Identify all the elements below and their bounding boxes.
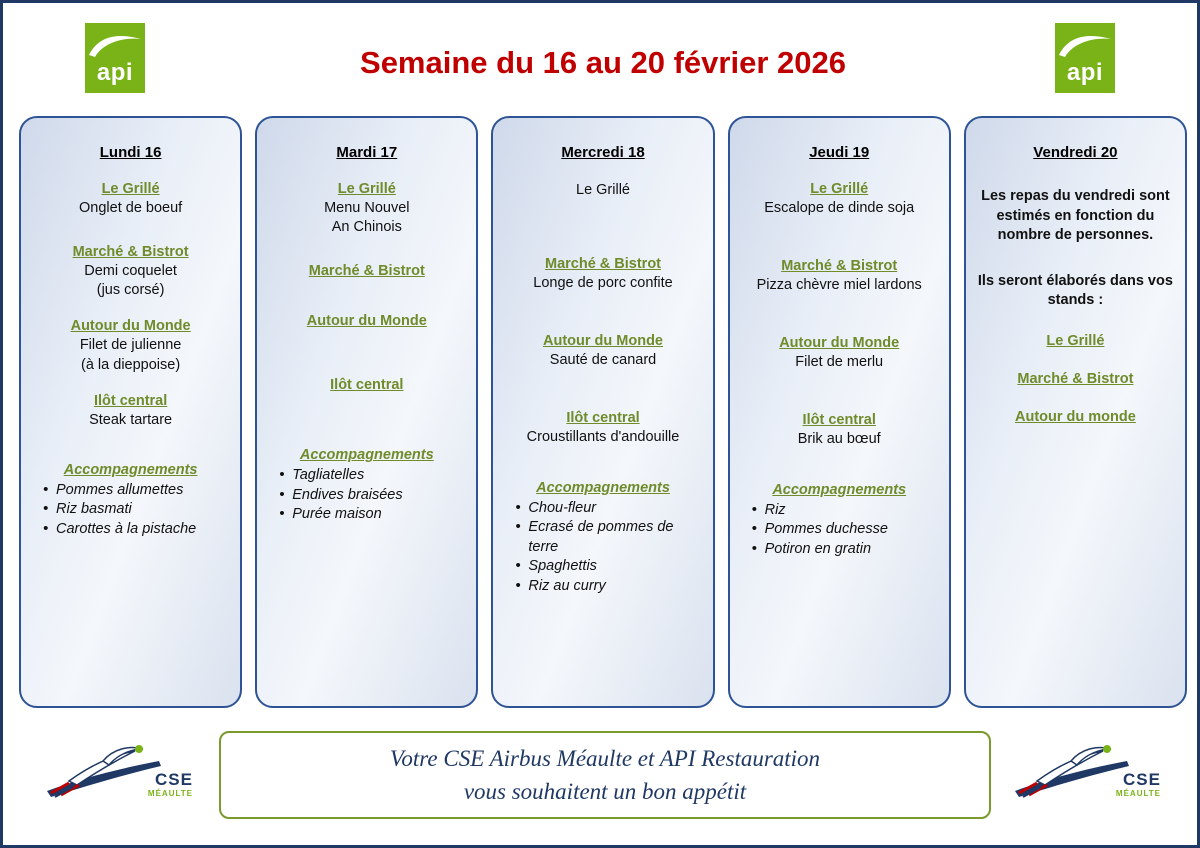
cse-logo-sub: MÉAULTE [1115,788,1161,798]
friday-stand-marche-bistrot: Marché & Bistrot [1017,370,1134,387]
list-item: • Riz au curry [515,577,702,597]
section-heading: Ilôt central [802,412,876,429]
cse-logo-main: CSE [155,769,193,789]
accompaniments-list [31,481,230,540]
section-item: Escalope de dinde soja [764,200,915,216]
list-item: • Endives braisées [279,486,466,506]
cse-logo-right [1007,735,1167,811]
section-heading: Marché & Bistrot [544,256,662,273]
list-item: • Pommes allumettes [43,481,230,501]
page-title: Semaine du 16 au 20 février 2026 [360,45,846,80]
cse-logo-sub: MÉAULTE [147,788,193,798]
section-le-grille [740,181,939,218]
friday-stand-le-grille: Le Grillé [1046,332,1105,349]
footer-message-banner [219,731,991,819]
friday-note-primary: Les repas du vendredi sont estimés en fonction du nombre de personnes. [981,188,1170,244]
section-heading: Le Grillé [810,181,869,197]
section-item: Brik au bœuf [797,431,881,448]
section-item: Menu Nouvel [324,200,410,216]
section-item: An Chinois [331,219,402,236]
day-card-vendredi [964,116,1187,708]
list-item: • Riz [752,501,939,521]
section-heading: Ilôt central [330,377,404,394]
section-marche-bistrot [740,258,939,295]
accompaniments-list [267,466,466,525]
section-heading: Ilôt central [566,410,640,427]
section-ilot-central [740,412,939,449]
list-item: • Chou-fleur [515,499,702,519]
list-item: • Ecrasé de pommes de terre [515,518,702,557]
section-item: (jus corsé) [96,282,165,299]
friday-note-secondary: Ils seront élaborés dans vos stands : [977,272,1173,309]
list-item: • Riz basmati [43,500,230,520]
list-item: • Purée maison [279,505,466,525]
list-item: • Potiron en gratin [752,540,939,560]
friday-stand-autour-du-monde: Autour du monde [1015,408,1136,425]
cse-logo-text [148,771,193,799]
cse-logo-main: CSE [1123,769,1161,789]
section-heading: Marché & Bistrot [72,244,189,261]
section-autour-du-monde [740,335,939,372]
section-item: (à la dieppoise) [81,356,181,373]
section-heading: Marché & Bistrot [781,258,898,275]
section-marche-bistrot [267,263,466,279]
section-heading: Marché & Bistrot [308,263,425,280]
accompaniments-heading: Accompagnements [536,479,670,496]
accompaniments-heading: Accompagnements [299,447,434,464]
section-item: Sauté de canard [549,352,657,369]
accompaniments-block [503,480,702,597]
section-item: Filet de merlu [795,354,884,371]
section-autour-du-monde [31,318,230,374]
section-heading: Le Grillé [337,181,396,197]
api-logo-right [1055,23,1115,93]
section-autour-du-monde [267,313,466,329]
day-title: Mardi 17 [336,144,398,161]
day-title: Mercredi 18 [561,144,645,161]
section-heading-plain: Le Grillé [576,182,630,198]
api-logo-text: api [1066,59,1104,86]
section-le-grille [267,181,466,237]
day-card-jeudi [728,116,951,708]
poster-header [3,3,1197,103]
section-heading: Autour du Monde [70,318,191,335]
day-card-mardi [255,116,478,708]
day-title: Lundi 16 [99,144,162,161]
list-item: • Tagliatelles [279,466,466,486]
section-ilot-central [31,393,230,430]
cse-logo-text [1116,771,1161,799]
day-title: Jeudi 19 [809,144,870,161]
section-heading: Autour du Monde [306,313,427,330]
day-card-mercredi [491,116,714,708]
accompaniments-block [740,482,939,560]
section-item: Filet de julienne [79,337,182,354]
list-item: • Spaghettis [515,557,702,577]
section-heading: Autour du Monde [543,333,664,350]
footer-line-1: Votre CSE Airbus Méaulte et API Restauration [389,745,821,771]
section-ilot-central [503,410,702,447]
section-le-grille [503,181,702,200]
list-item: • Pommes duchesse [752,520,939,540]
list-item: • Carottes à la pistache [43,520,230,540]
section-item: Pizza chèvre miel lardons [756,277,922,294]
section-item: Onglet de boeuf [79,200,183,216]
section-autour-du-monde [503,333,702,370]
section-item: Longe de porc confite [533,275,673,292]
poster-footer [3,721,1200,839]
cse-logo-left [39,735,199,811]
section-item: Demi coquelet [84,263,177,280]
accompaniments-heading: Accompagnements [63,461,198,478]
section-item: Croustillants d'andouille [526,429,680,446]
section-ilot-central [267,377,466,393]
section-heading: Le Grillé [101,181,160,197]
accompaniments-heading: Accompagnements [772,481,907,498]
api-logo-text: api [96,59,134,86]
day-card-lundi [19,116,242,708]
section-heading: Ilôt central [93,392,168,409]
accompaniments-block [31,462,230,540]
section-marche-bistrot [503,256,702,293]
footer-line-2: vous souhaitent un bon appétit [463,779,747,804]
section-marche-bistrot [31,244,230,300]
section-le-grille [31,181,230,218]
accompaniments-list [740,501,939,560]
section-heading: Autour du Monde [779,335,900,352]
api-swoosh-icon [1055,31,1115,61]
day-title: Vendredi 20 [1033,144,1118,161]
week-day-cards [19,116,1187,708]
accompaniments-block [267,447,466,525]
section-item: Steak tartare [89,411,173,428]
accompaniments-list [503,499,702,597]
